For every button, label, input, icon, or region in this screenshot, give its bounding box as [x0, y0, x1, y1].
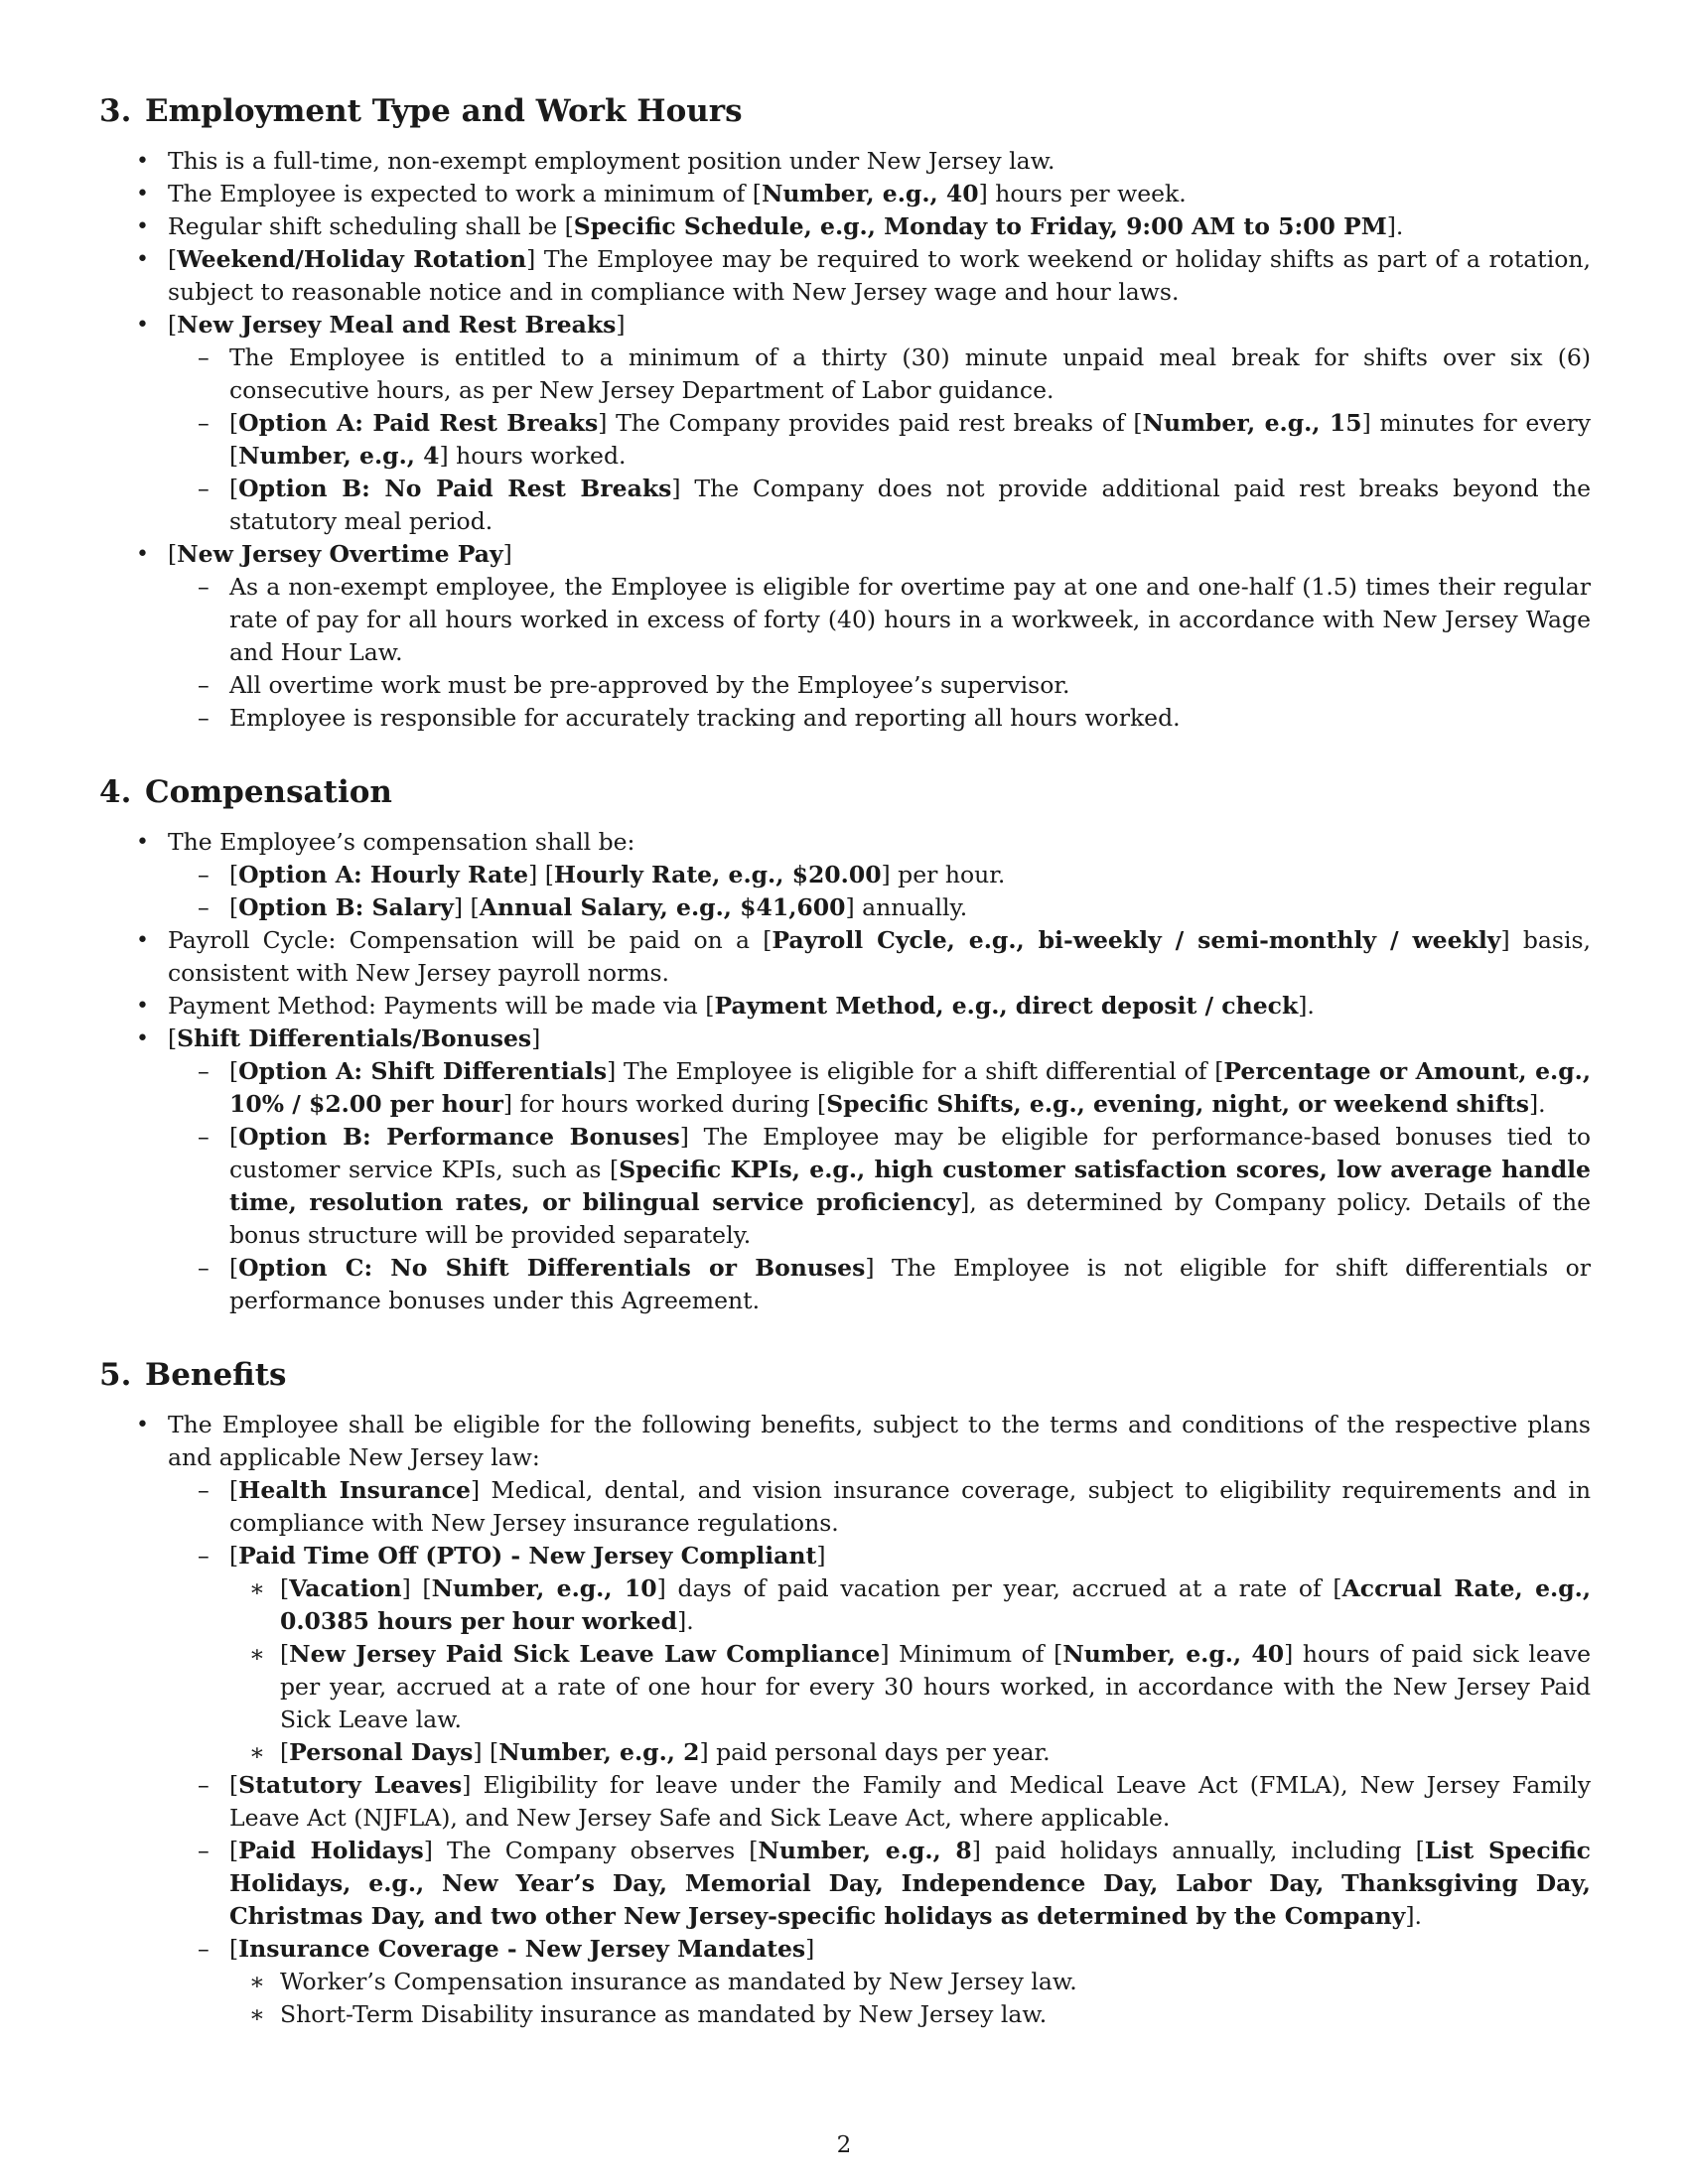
list-item-text: • The Employee’s compensation shall be: — [168, 828, 635, 856]
placeholder-field: Number, e.g., 4 — [238, 442, 440, 470]
list-item-text: – [Health Insurance] Medical, dental, and vision insurance coverage, subject to eligibility requirements and in compliance with New Jersey insurance regulations. — [229, 1476, 1591, 1537]
list-item — [99, 178, 1591, 210]
bullet-list-level-1 — [99, 826, 1591, 1317]
placeholder-field: Number, e.g., 8 — [758, 1837, 972, 1864]
list-item — [99, 859, 1591, 891]
list-item-text: • [New Jersey Meal and Rest Breaks] — [168, 311, 626, 339]
list-item-text: – [Insurance Coverage - New Jersey Mandates] — [229, 1935, 815, 1963]
list-item — [99, 924, 1591, 990]
document-page — [99, 91, 1591, 2069]
section-title: Compensation — [145, 774, 392, 810]
section-heading — [99, 772, 1591, 812]
list-item-text: • The Employee shall be eligible for the following benefits, subject to the terms and conditions of the respective plans and applicable New Jersey law: — [168, 1411, 1591, 1471]
list-item-text: – [Option B: Performance Bonuses] The Employee may be eligible for performance-based bonuses tied to customer service KPIs, such as [Specific KPIs, e.g., high customer satisfaction scores, low average handle time, resolution rates, or bilingual service proficiency], as determined by Company policy. Details of the bonus structure will be provided separately. — [229, 1123, 1592, 1249]
list-item — [99, 1736, 1591, 1769]
bullet-list-level-2 — [99, 859, 1591, 924]
section-title: Benefits — [145, 1357, 287, 1393]
placeholder-field: Vacation — [289, 1574, 402, 1602]
list-item-text: – [Option C: No Shift Differentials or Bonuses] The Employee is not eligible for shift differentials or performance bonuses under this Agreement. — [229, 1254, 1591, 1314]
list-item — [99, 145, 1591, 178]
list-item — [99, 243, 1591, 309]
placeholder-field: Hourly Rate, e.g., $20.00 — [553, 861, 882, 888]
bullet-list-level-1 — [99, 145, 1591, 735]
section-heading — [99, 1355, 1591, 1395]
bullet-list-level-3 — [99, 1572, 1591, 1769]
list-item-text: ∗ [Personal Days] [Number, e.g., 2] paid personal days per year. — [280, 1738, 1051, 1766]
list-item — [99, 826, 1591, 924]
list-item — [99, 473, 1591, 538]
placeholder-field: New Jersey Meal and Rest Breaks — [177, 311, 617, 339]
section-number: 5. — [99, 1357, 132, 1393]
list-item — [99, 341, 1591, 407]
list-item — [99, 1540, 1591, 1769]
list-item — [99, 1835, 1591, 1933]
list-item-text: • Payment Method: Payments will be made via [Payment Method, e.g., direct deposit / check]. — [168, 992, 1315, 1020]
section-title: Employment Type and Work Hours — [145, 93, 743, 129]
list-item — [99, 1572, 1591, 1638]
list-item — [99, 1933, 1591, 2031]
list-item — [99, 1998, 1591, 2031]
placeholder-field: Payroll Cycle, e.g., bi-weekly / semi-monthly / weekly — [772, 926, 1501, 954]
list-item — [99, 891, 1591, 924]
list-item — [99, 571, 1591, 669]
placeholder-field: Option C: No Shift Differentials or Bonuses — [238, 1254, 866, 1282]
list-item — [99, 1769, 1591, 1835]
placeholder-field: New Jersey Overtime Pay — [177, 540, 503, 568]
list-item-text: • The Employee is expected to work a minimum of [Number, e.g., 40] hours per week. — [168, 180, 1187, 207]
placeholder-field: Number, e.g., 40 — [761, 180, 979, 207]
list-item-text: • [Weekend/Holiday Rotation] The Employee may be required to work weekend or holiday shifts as part of a rotation, subject to reasonable notice and in compliance with New Jersey wage and hour laws. — [168, 245, 1591, 306]
list-item-text: – [Option B: Salary] [Annual Salary, e.g., $41,600] annually. — [229, 893, 968, 921]
list-item-text: – [Paid Time Off (PTO) - New Jersey Compliant] — [229, 1542, 826, 1570]
bullet-list-level-2 — [99, 1474, 1591, 2031]
placeholder-field: Option A: Hourly Rate — [238, 861, 529, 888]
list-item — [99, 1121, 1591, 1252]
list-item — [99, 669, 1591, 702]
list-item — [99, 1252, 1591, 1317]
bullet-list-level-2 — [99, 1055, 1591, 1317]
list-item — [99, 309, 1591, 538]
list-item-text: ∗ [New Jersey Paid Sick Leave Law Compliance] Minimum of [Number, e.g., 40] hours of paid sick leave per year, accrued at a rate of one hour for every 30 hours worked, in accordance with the New Jersey Paid Sick Leave law. — [280, 1640, 1591, 1733]
placeholder-field: Number, e.g., 10 — [431, 1574, 657, 1602]
list-item — [99, 990, 1591, 1023]
list-item — [99, 1409, 1591, 2031]
list-item-text: – All overtime work must be pre-approved by the Employee’s supervisor. — [229, 671, 1070, 699]
list-item-text: – [Option B: No Paid Rest Breaks] The Company does not provide additional paid rest breaks beyond the statutory meal period. — [229, 475, 1591, 535]
list-item — [99, 407, 1591, 473]
placeholder-field: Specific Shifts, e.g., evening, night, or weekend shifts — [826, 1090, 1529, 1118]
placeholder-field: Option B: Performance Bonuses — [238, 1123, 680, 1151]
list-item-text: • [New Jersey Overtime Pay] — [168, 540, 512, 568]
list-item — [99, 1638, 1591, 1736]
bullet-list-level-3 — [99, 1966, 1591, 2031]
list-item — [99, 1055, 1591, 1121]
placeholder-field: Option A: Paid Rest Breaks — [238, 409, 599, 437]
section-5 — [99, 1355, 1591, 2031]
section-4 — [99, 772, 1591, 1317]
placeholder-field: New Jersey Paid Sick Leave Law Compliance — [289, 1640, 881, 1668]
placeholder-field: Number, e.g., 40 — [1062, 1640, 1285, 1668]
placeholder-field: Option A: Shift Differentials — [238, 1057, 608, 1085]
placeholder-field: Paid Time Off (PTO) - New Jersey Compliant — [238, 1542, 817, 1570]
list-item-text: – As a non-exempt employee, the Employee is eligible for overtime pay at one and one-half (1.5) times their regular rate of pay for all hours worked in excess of forty (40) hours in a workweek, in accordance with New Jersey Wage and Hour Law. — [229, 573, 1591, 666]
list-item — [99, 1023, 1591, 1317]
placeholder-field: Statutory Leaves — [238, 1771, 463, 1799]
placeholder-field: Insurance Coverage - New Jersey Mandates — [238, 1935, 806, 1963]
list-item — [99, 538, 1591, 735]
bullet-list-level-2 — [99, 571, 1591, 735]
placeholder-field: Weekend/Holiday Rotation — [177, 245, 527, 273]
section-3 — [99, 91, 1591, 735]
list-item-text: ∗ Worker’s Compensation insurance as mandated by New Jersey law. — [280, 1968, 1077, 1995]
placeholder-field: Percentage or Amount, e.g., 10% / $2.00 per hour — [229, 1057, 1591, 1118]
list-item-text: – [Statutory Leaves] Eligibility for leave under the Family and Medical Leave Act (FMLA), New Jersey Family Leave Act (NJFLA), and New Jersey Safe and Sick Leave Act, where applicable. — [229, 1771, 1591, 1832]
section-number: 3. — [99, 93, 132, 129]
placeholder-field: Number, e.g., 2 — [498, 1738, 700, 1766]
list-item-text: • This is a full-time, non-exempt employment position under New Jersey law. — [168, 147, 1055, 175]
bullet-list-level-2 — [99, 341, 1591, 538]
list-item — [99, 702, 1591, 735]
list-item-text: – Employee is responsible for accurately tracking and reporting all hours worked. — [229, 704, 1181, 732]
list-item-text: – [Option A: Shift Differentials] The Employee is eligible for a shift differential of [Percentage or Amount, e.g., 10% / $2.00 per hour] for hours worked during [Specific Shifts, e.g., evening, night, or weekend shifts]. — [229, 1057, 1591, 1118]
section-heading — [99, 91, 1591, 131]
placeholder-field: Payment Method, e.g., direct deposit / check — [714, 992, 1299, 1020]
list-item — [99, 210, 1591, 243]
list-item-text: – [Option A: Paid Rest Breaks] The Company provides paid rest breaks of [Number, e.g., 15] minutes for every [Number, e.g., 4] hours worked. — [229, 409, 1591, 470]
placeholder-field: Shift Differentials/Bonuses — [177, 1024, 532, 1052]
placeholder-field: Annual Salary, e.g., $41,600 — [479, 893, 846, 921]
list-item — [99, 1966, 1591, 1998]
list-item-text: ∗ [Vacation] [Number, e.g., 10] days of paid vacation per year, accrued at a rate of [Accrual Rate, e.g., 0.0385 hours per hour worked]. — [280, 1574, 1591, 1635]
placeholder-field: Option B: No Paid Rest Breaks — [238, 475, 672, 502]
list-item-text: – The Employee is entitled to a minimum of a thirty (30) minute unpaid meal break for shifts over six (6) consecutive hours, as per New Jersey Department of Labor guidance. — [229, 343, 1591, 404]
list-item-text: – [Paid Holidays] The Company observes [Number, e.g., 8] paid holidays annually, including [List Specific Holidays, e.g., New Year’s Day, Memorial Day, Independence Day, Labor Day, Thanksgiving Day, Christmas Day, and two other New Jersey-specific holidays as determined by the Company]. — [229, 1837, 1591, 1930]
placeholder-field: Number, e.g., 15 — [1142, 409, 1362, 437]
list-item-text: • [Shift Differentials/Bonuses] — [168, 1024, 541, 1052]
bullet-list-level-1 — [99, 1409, 1591, 2031]
list-item — [99, 1474, 1591, 1540]
section-number: 4. — [99, 774, 132, 810]
page-number: 2 — [836, 2132, 852, 2158]
placeholder-field: Personal Days — [289, 1738, 474, 1766]
placeholder-field: Accrual Rate, e.g., 0.0385 hours per hour worked — [280, 1574, 1591, 1635]
placeholder-field: Specific Schedule, e.g., Monday to Friday, 9:00 AM to 5:00 PM — [573, 212, 1387, 240]
list-item-text: – [Option A: Hourly Rate] [Hourly Rate, e.g., $20.00] per hour. — [229, 861, 1006, 888]
list-item-text: • Regular shift scheduling shall be [Specific Schedule, e.g., Monday to Friday, 9:00 AM to 5:00 PM]. — [168, 212, 1404, 240]
placeholder-field: Specific KPIs, e.g., high customer satisfaction scores, low average handle time, resolution rates, or bilingual service proficiency — [229, 1156, 1592, 1216]
placeholder-field: Option B: Salary — [238, 893, 454, 921]
list-item-text: • Payroll Cycle: Compensation will be paid on a [Payroll Cycle, e.g., bi-weekly / semi-monthly / weekly] basis, consistent with New Jersey payroll norms. — [168, 926, 1591, 987]
placeholder-field: Paid Holidays — [238, 1837, 424, 1864]
placeholder-field: List Specific Holidays, e.g., New Year’s Day, Memorial Day, Independence Day, Labor Day, Thanksgiving Day, Christmas Day, and two other New Jersey-specific holidays as determined by the Company — [229, 1837, 1591, 1930]
placeholder-field: Health Insurance — [238, 1476, 471, 1504]
list-item-text: ∗ Short-Term Disability insurance as mandated by New Jersey law. — [280, 2000, 1048, 2028]
